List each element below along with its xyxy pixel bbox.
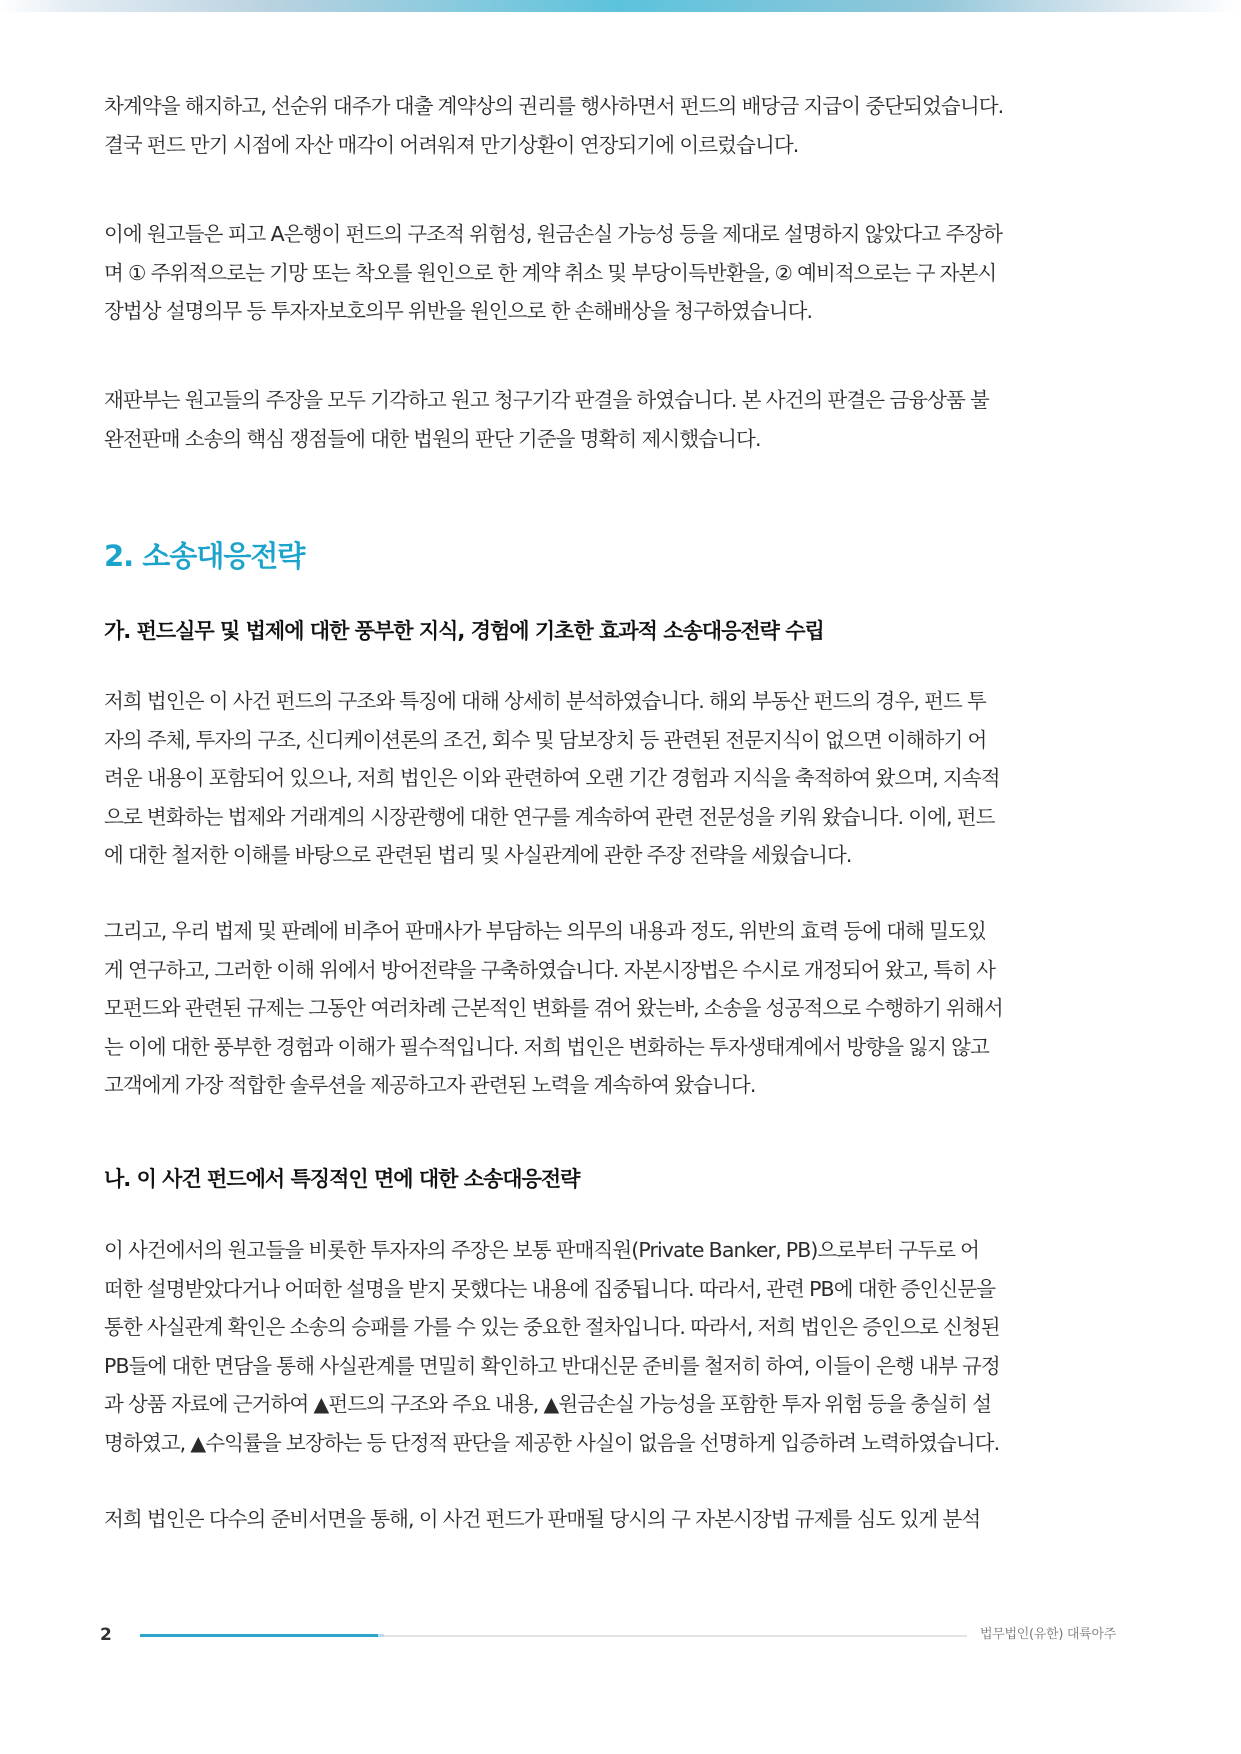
- text-line: 게 연구하고, 그러한 이해 위에서 방어전략을 구축하였습니다. 자본시장법은 수시로 개정되어 왔고, 특히 사: [104, 957, 996, 982]
- text-line: 그리고, 우리 법제 및 판례에 비추어 판매사가 부담하는 의무의 내용과 정도, 위반의 효력 등에 대해 밀도있: [104, 919, 986, 943]
- intro-paragraph-1: [104, 87, 1136, 164]
- text-line: 는 이에 대한 풍부한 경험과 이해가 필수적입니다. 저희 법인은 변화하는 투자생태계에서 방향을 잃지 않고: [104, 1034, 989, 1059]
- text-line: 떠한 설명받았다거나 어떠한 설명을 받지 못했다는 내용에 집중됩니다. 따라서, 관련 PB에 대한 증인신문을: [104, 1276, 996, 1301]
- footer-progress-tail: [378, 1634, 384, 1637]
- intro-paragraph-3: [104, 381, 1136, 458]
- text-line: 통한 사실관계 확인은 소송의 승패를 가를 수 있는 중요한 절차입니다. 따라서, 저희 법인은 증인으로 신청된: [104, 1315, 1000, 1339]
- text-line: 결국 펀드 만기 시점에 자산 매각이 어려워져 만기상환이 연장되기에 이르렀습니다.: [104, 132, 799, 157]
- header-gradient-bar: [0, 0, 1241, 12]
- text-line: 으로 변화하는 법제와 거래계의 시장관행에 대한 연구를 계속하여 관련 전문성을 키워 왔습니다. 이에, 펀드: [104, 804, 995, 829]
- page-footer: [0, 1620, 1241, 1650]
- subsection-heading-ga: 가. 펀드실무 및 법제에 대한 풍부한 지식, 경험에 기초한 효과적 소송대응전략 수립: [104, 619, 824, 643]
- text-line: 자의 주체, 투자의 구조, 신디케이션론의 조건, 회수 및 담보장치 등 관련된 전문지식이 없으면 이해하기 어: [104, 727, 987, 752]
- subsection-ga-paragraph-2: [104, 912, 1136, 1105]
- text-line: 이 사건에서의 원고들을 비롯한 투자자의 주장은 보통 판매직원(Private Banker, PB)으로부터 구두로 어: [104, 1238, 979, 1262]
- text-line: PB들에 대한 면담을 통해 사실관계를 면밀히 확인하고 반대신문 준비를 철저히 하여, 이들이 은행 내부 규정: [104, 1353, 1000, 1378]
- subsection-na-paragraph-1: [104, 1231, 1136, 1462]
- text-line: 며 ① 주위적으로는 기망 또는 착오를 원인으로 한 계약 취소 및 부당이득반환을, ② 예비적으로는 구 자본시: [104, 260, 997, 285]
- text-line: 에 대한 철저한 이해를 바탕으로 관련된 법리 및 사실관계에 관한 주장 전략을 세웠습니다.: [104, 843, 852, 867]
- section-title: 2. 소송대응전략: [104, 539, 305, 573]
- text-line: 저희 법인은 이 사건 펀드의 구조와 특징에 대해 상세히 분석하였습니다. 해외 부동산 펀드의 경우, 펀드 투: [104, 689, 986, 713]
- text-line: 이에 원고들은 피고 A은행이 펀드의 구조적 위험성, 원금손실 가능성 등을 제대로 설명하지 않았다고 주장하: [104, 222, 1003, 246]
- subsection-heading-na: 나. 이 사건 펀드에서 특징적인 면에 대한 소송대응전략: [104, 1167, 580, 1191]
- text-line: 모펀드와 관련된 규제는 그동안 여러차례 근본적인 변화를 겪어 왔는바, 소송을 성공적으로 수행하기 위해서: [104, 996, 1003, 1020]
- page-number: 2: [100, 1625, 112, 1645]
- text-line: 려운 내용이 포함되어 있으나, 저희 법인은 이와 관련하여 오랜 기간 경험과 지식을 축적하여 왔으며, 지속적: [104, 766, 1000, 790]
- text-line: 완전판매 소송의 핵심 쟁점들에 대한 법원의 판단 기준을 명확히 제시했습니다.: [104, 426, 761, 451]
- text-line: 장법상 설명의무 등 투자자보호의무 위반을 원인으로 한 손해배상을 청구하였습니다.: [104, 299, 813, 323]
- text-line: 고객에게 가장 적합한 솔루션을 제공하고자 관련된 노력을 계속하여 왔습니다.: [104, 1073, 756, 1097]
- text-line: 명하였고, ▲수익률을 보장하는 등 단정적 판단을 제공한 사실이 없음을 선명하게 입증하려 노력하였습니다.: [104, 1430, 1000, 1455]
- text-line: 재판부는 원고들의 주장을 모두 기각하고 원고 청구기각 판결을 하였습니다. 본 사건의 판결은 금융상품 불: [104, 388, 989, 412]
- footer-progress-bar: [140, 1634, 378, 1637]
- intro-paragraph-2: [104, 215, 1136, 331]
- text-line: 차계약을 해지하고, 선순위 대주가 대출 계약상의 권리를 행사하면서 펀드의 배당금 지급이 중단되었습니다.: [104, 94, 1004, 118]
- text-line: 과 상품 자료에 근거하여 ▲펀드의 구조와 주요 내용, ▲원금손실 가능성을 포함한 투자 위험 등을 충실히 설: [104, 1392, 992, 1416]
- text-line: 저희 법인은 다수의 준비서면을 통해, 이 사건 펀드가 판매될 당시의 구 자본시장법 규제를 심도 있게 분석: [104, 1507, 981, 1531]
- subsection-na-paragraph-2: [104, 1500, 1136, 1539]
- subsection-ga-paragraph-1: [104, 682, 1136, 875]
- firm-name: 법무법인(유한) 대륙아주: [980, 1627, 1116, 1642]
